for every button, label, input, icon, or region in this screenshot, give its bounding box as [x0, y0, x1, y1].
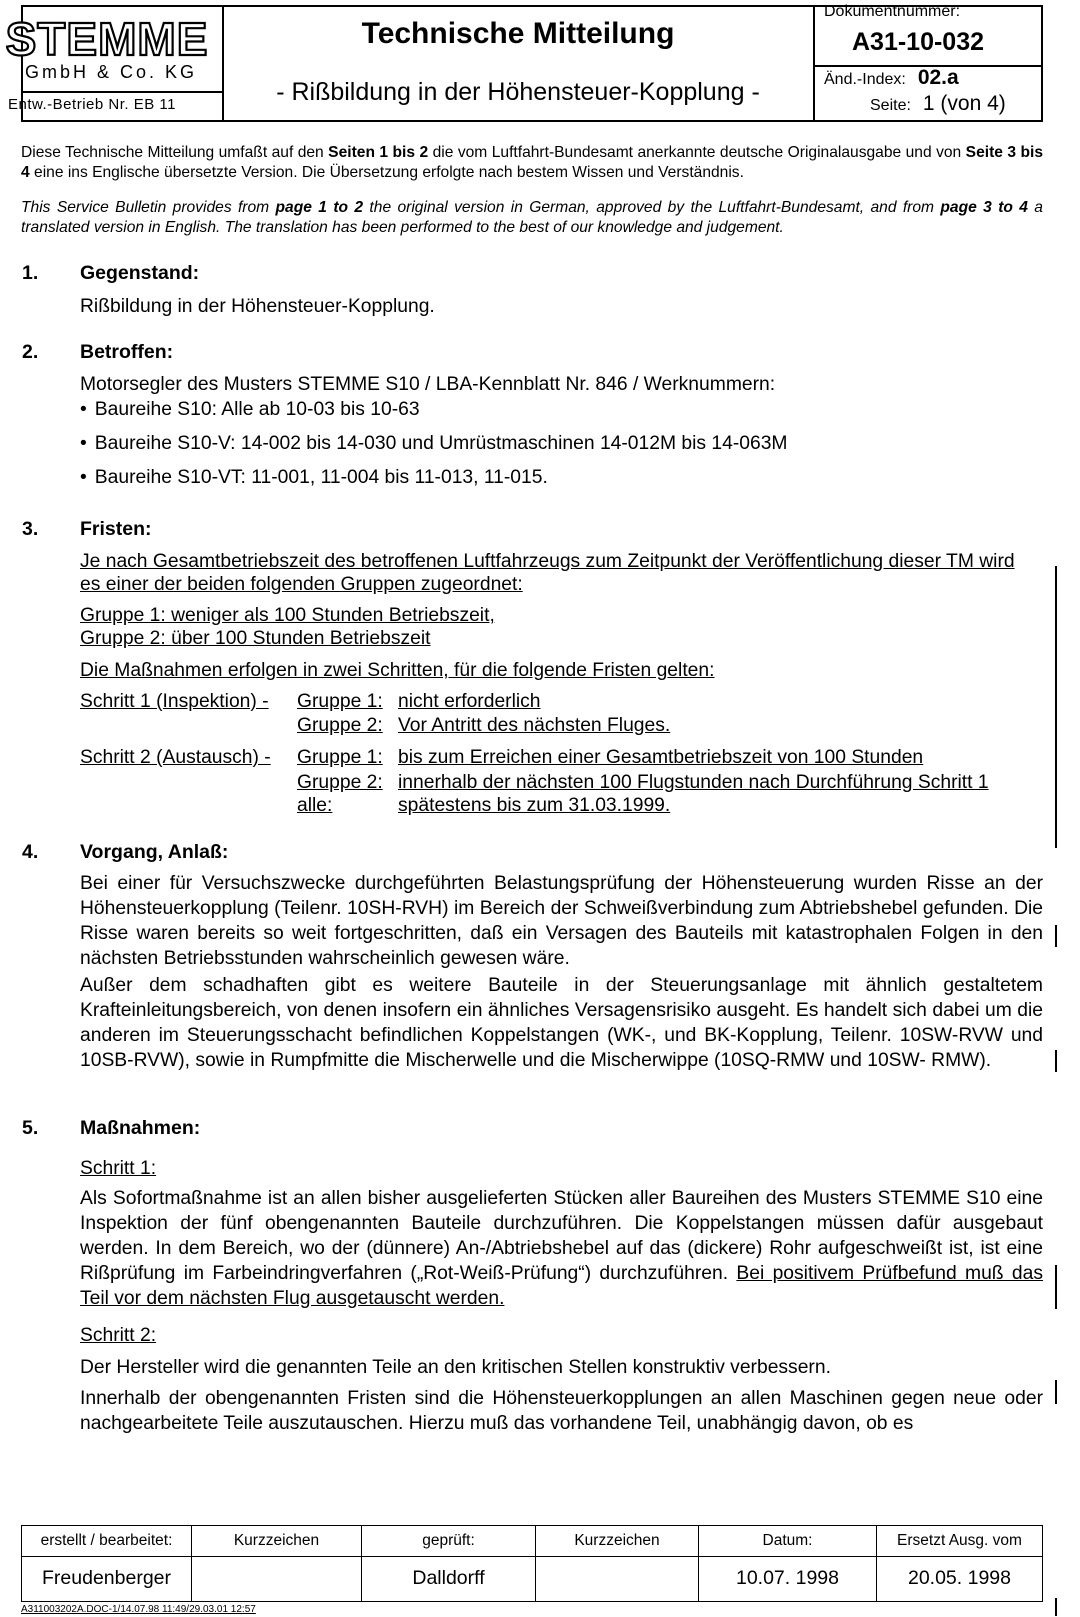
deadline-value: spätestens bis zum 31.03.1999. [398, 795, 671, 816]
group-label: Gruppe 2: [297, 772, 383, 793]
page-label: Seite: [870, 97, 911, 114]
section-text: Rißbildung in der Höhensteuer-Kopplung. [80, 296, 435, 317]
section-title: Fristen: [80, 518, 152, 540]
section-title: Gegenstand: [80, 262, 200, 284]
header-divider [23, 91, 222, 93]
section-number: 2. [22, 341, 39, 363]
section-number: 1. [22, 262, 39, 284]
step-1-label: Schritt 1 (Inspektion) - [80, 691, 269, 712]
section-text: Bei einer für Versuchszwecke durchgeführten Belastungsprüfung der Höhensteuerung wurden Risse an der Höhensteuerkopplung (Teilenr. 10SH-RVH) im Bereich der Schweißverbindung zum Abtriebshebel gefunden. Die Risse waren bereits so weit fortgeschritten, daß ein Versagen des Bauteils mit katastrophalen Folgen in den nächsten Betriebsstunden wahrscheinlich gewesen wäre. [80, 873, 1043, 969]
initials-value [536, 1556, 699, 1601]
intro-german: Diese Technische Mitteilung umfaßt auf den Seiten 1 bis 2 die vom Luftfahrt-Bundesamt anerkannte deutsche Originalausgabe und von Seite 3 bis 4 eine ins Englische übersetzte Version. Die Übersetzung erfolgte nach bestem Wissen und Verständnis. [21, 144, 1044, 181]
group-label: Gruppe 1: [297, 747, 383, 768]
checked-by-value: Dalldorff [362, 1556, 536, 1601]
section-text: Motorsegler des Musters STEMME S10 / LBA-Kennblatt Nr. 846 / Werknummern: [80, 374, 776, 395]
group-label: alle: [297, 795, 333, 816]
list-item: • Baureihe S10: Alle ab 10-03 bis 10-63 [80, 399, 420, 421]
change-index-label: Änd.-Index: [824, 71, 906, 88]
initials-value [192, 1556, 362, 1601]
docnumber-label: Dokumentnummer: [824, 3, 961, 20]
file-reference: A311003202A.DOC-1/14.07.98 11:49/29.03.01 12:57 [21, 1604, 256, 1615]
change-index-value: 02.a [917, 66, 959, 89]
deadline-value: innerhalb der nächsten 100 Flugstunden nach Durchführung Schritt 1 [398, 772, 989, 793]
section-title: Vorgang, Anlaß: [80, 841, 229, 863]
change-index [824, 66, 959, 90]
list-item: • Baureihe S10-V: 14-002 bis 14-030 und Umrüstmaschinen 14-012M bis 14-063M [80, 433, 788, 455]
group-1-definition: Gruppe 1: weniger als 100 Stunden Betriebszeit, [80, 605, 495, 626]
section-text: Als Sofortmaßnahme ist an allen bisher ausgelieferten Stücken aller Baureihen des Musters STEMME S10 eine Inspektion der fünf obengenannten Bauteile durchzuführen. Die Koppelstangen müssen dafür ausgebaut werden. In dem Bereich, wo der (dünnere) An-/Abtriebshebel auf das (dickere) Rohr aufgeschweißt ist, ist eine Rißprüfung im Farbeindringverfahren („Rot-Weiß-Prüfung“) durchzuführen. Bei positivem Prüfbefund muß das Teil vor dem nächsten Flug ausgetauscht werden. [80, 1188, 1043, 1309]
document-subtitle: - Rißbildung in der Höhensteuer-Kopplung - [276, 78, 760, 106]
deadline-value: nicht erforderlich [398, 691, 541, 712]
col-created-by: erstellt / bearbeitet: [22, 1526, 192, 1556]
change-bar [1055, 925, 1057, 947]
section-number: 5. [22, 1117, 39, 1139]
docnumber-value: A31-10-032 [851, 28, 985, 56]
deadline-value: bis zum Erreichen einer Gesamtbetriebszeit von 100 Stunden [398, 747, 924, 768]
section-number: 3. [22, 518, 39, 540]
table-row [22, 1556, 1042, 1601]
stemme-logo [6, 14, 208, 62]
entw-betrieb-number: Entw.-Betrieb Nr. EB 11 [8, 96, 176, 113]
col-date: Datum: [699, 1526, 877, 1556]
col-checked-by: geprüft: [362, 1526, 536, 1556]
created-by-value: Freudenberger [22, 1556, 192, 1601]
col-initials: Kurzzeichen [536, 1526, 699, 1556]
step-2-heading: Schritt 2: [80, 1325, 157, 1346]
table-header-row [22, 1526, 1042, 1557]
section-text: Die Maßnahmen erfolgen in zwei Schritten, für die folgende Fristen gelten: [80, 660, 715, 681]
step-2-label: Schritt 2 (Austausch) - [80, 747, 271, 768]
list-item: • Baureihe S10-VT: 11-001, 11-004 bis 11-013, 11-015. [80, 467, 548, 489]
step-1-heading: Schritt 1: [80, 1158, 157, 1179]
change-bar [1055, 1598, 1057, 1616]
section-text: Je nach Gesamtbetriebszeit des betroffenen Luftfahrzeugs zum Zeitpunkt der Veröffentlichung dieser TM wird es einer der beiden folgenden Gruppen zugeordnet: [80, 551, 1015, 595]
signature-table [21, 1525, 1043, 1602]
section-number: 4. [22, 841, 39, 863]
replaces-value: 20.05. 1998 [907, 1567, 1011, 1589]
page-number [870, 92, 1006, 116]
group-label: Gruppe 2: [297, 715, 383, 736]
section-text: Der Hersteller wird die genannten Teile an den kritischen Stellen konstruktiv verbessern. [80, 1357, 831, 1378]
group-label: Gruppe 1: [297, 691, 383, 712]
col-replaces: Ersetzt Ausg. vom [897, 1532, 1022, 1549]
page-value: 1 (von 4) [922, 92, 1006, 115]
intro-english: This Service Bulletin provides from page 1 to 2 the original version in German, approved by the Luftfahrt-Bundesamt, and from page 3 to 4 a translated version in English. The translation has been performed to the best of our knowledge and judgement. [21, 199, 1043, 236]
section-text: Außer dem schadhaften gibt es weitere Bauteile in der Steuerungsanlage mit ähnlich gestaltetem Krafteinleitungsbereich, von denen insofern ein ähnliches Versagensrisiko ausgeht. Es handelt sich dabei um die anderen im Steuerungsschacht befindlichen Koppelstangen (WK-, und BK-Kopplung, Teilenr. 10SW-RVW und 10SB-RVW), sowie in Rumpfmitte die Mischerwelle und die Mischerwippe (10SQ-RMW und 10SW- RMW). [80, 975, 1043, 1071]
change-bar [1055, 1380, 1057, 1404]
change-bar [1055, 1050, 1057, 1072]
svg-text:STEMME: STEMME [6, 14, 208, 62]
date-value: 10.07. 1998 [699, 1556, 877, 1601]
group-2-definition: Gruppe 2: über 100 Stunden Betriebszeit [80, 628, 431, 649]
change-bar [1055, 566, 1057, 848]
document-title: Technische Mitteilung [361, 17, 675, 50]
section-title: Maßnahmen: [80, 1117, 201, 1139]
change-bar [1055, 1265, 1057, 1309]
col-initials: Kurzzeichen [192, 1526, 362, 1556]
section-text: Innerhalb der obengenannten Fristen sind die Höhensteuerkopplungen an allen Maschinen gegen neue oder nachgearbeitete Teile auszutauschen. Hierzu muß das vorhandene Teil, unabhängig davon, ob es [80, 1388, 1043, 1434]
company-name: GmbH & Co. KG [24, 62, 198, 82]
deadline-value: Vor Antritt des nächsten Fluges. [398, 715, 671, 736]
section-title: Betroffen: [80, 341, 174, 363]
